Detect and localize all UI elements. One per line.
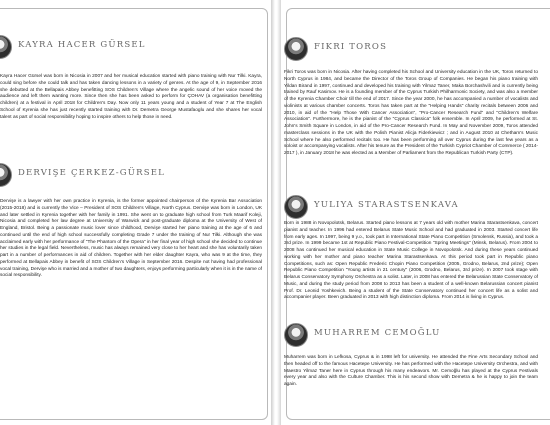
- bio-text-yuliya: Born in 1988 in Novopolotsk, Belarus. Started piano lessons at 7 years old with mother Marina Starastsenkava, concert pianist and teacher. In 1996 had entered Belarus State Music School and had graduated in 2003. Started concert life from early ages. In 1997, being 9 y.o., took part in International State Piano Competition (Smolensk, Russia), and took a 3rd prize. In 1999 became 1st at Republic Piano Festival-Competition "Spring Meetings" (Minsk, Belarus). From 2004 to 2008 has continued her musical education in State Music College in Novopolotsk. And during these years continued working with her mother and piano teacher Marina Starastsenkava. At this period took part in Republic piano Competitions, such as: Open Republic Frederic Chopin Piano Competition (2005, Grodno, Belarus, 2nd prize); Open Republic Piano Competition "Young artists in 21 century" (2006, Grodno, Belarus, 3rd prize). In 2007 took stage with Belarus Conservatory Symphony Orchestra as a solist. Later, in 2008 has entered the Belarussian State Conservatory of Music, and during the study period from 2008 to 2013 has been a student of a well-known Belarussian concert pianist Prof. Dr. Leonid Yoshkevich. Being a student of the State Conservatory continued her concert life as a solist and accompanier player. Been graduated in 2013 with high distinction diploma. From 2014 is living in Cyprus.: [284, 221, 538, 301]
- bio-text-muharrem: Muharrem was born in Lefkosa, Cyprus & in 1998 left for university. He attended the Fine Arts Secondary School and then headed off to the famous Hacetepe University. He has performed with the Hacetepe University Orchestra, and with Maestro Yilmaz Taner here in Cyprus through his many endeavors. Mr. Cemoğlu has played at the Cyprus Festivals every year and also with the Culture Chamber. This is his second show with Demetra & he is happy to join the team again.: [284, 355, 538, 387]
- portrait-fikri: [284, 37, 308, 61]
- portrait-yuliya: [284, 195, 308, 219]
- bio-name-yuliya: YULIYA STARASTSENKAVA: [314, 200, 459, 210]
- bio-name-fikri: FIKRI TOROS: [314, 42, 388, 52]
- left-page: [0, 0, 271, 425]
- bio-name-kayra: KAYRA HACER GÜRSEL: [18, 40, 146, 50]
- portrait-muharrem: [284, 323, 308, 347]
- bio-text-fikri: Fikri Toros was born in Nicosia. After having completed his School and University education in the UK, Toros returned to North Cyprus in 1984, and became the Director of the Toros Group of Companies. He began his piano training with Yildan Birand in 1997, continued and developed his training with Yilmaz Taner, Maka Borchashvili and is currently being trained by Rauf Kasimov. He is a founding member of the Cyprus Turkish Philharmonic Society, and was also a member of the Kyrenia Chamber Choir till the end of 2017. Since the year 2000, he has accompanied a number of vocalists and violinists at various chamber concerts. Toros has taken part at the "Helping Hands" charity recitals between 2006 and 2010, in aid of the "Help Those With Cancer Association", "Pro-Cancer Research Fund" and "Children's Welfare Association". Furthermore, he is the pianist of the "Cyprus Classica" folk ensemble. In April 2009, he performed at St. John's Smith Square in London, in aid of the Pro-Cancer Research Fund. In May and November 2009, Toros attended masterclass sessions in the UK with the Polish Pianist Alicja Fiderkiewicz ; and in August 2010 at Chetham's Music School where he also performed recitals too. He has been performing all over Cyprus during the last few years as a soloist or accompanying vocalists. After his tenure as the President of the Turkish Cypriot Chamber of Commerce ( 2014-2017 ), in January 2018 he was elected as a Member of Parliament from the Republican Turkish Party (CTP).: [284, 70, 538, 156]
- bio-name-dervise: DERVIŞE ÇERKEZ-GÜRSEL: [18, 168, 166, 178]
- bio-name-muharrem: MUHARREM CEMOĞLU: [314, 328, 441, 338]
- book-gutter: [271, 0, 281, 425]
- bio-text-kayra: Kayra Hacer Gürsel was born in Nicosia in 2007 and her musical education started with piano training with Nur Tilki. Kayra, could sing before she could talk and has taken dancing lessons in a variety of genres. At the age of 9, in September 2016 she debutted at the Bellapais Abbey benefitting SOS Children's Village where the angelic sound of her voice moved the audience and left them wanting more. Since then she has been asked to perform for ÇOHAV (a organisation benefitting children) at a festival in April 2018 for Children's Day. Now only 11 years young and a student of Year 7 at The English School of Kyrenia she has just recently started training with Dr. Demetra George Mustafaoglu and she shares her vocal talent as part of social responsibility hoping to inspire others to help those in need.: [0, 74, 262, 120]
- bio-text-dervise: Dervişe is a lawyer with her own practice in Kyrenia, is the former appointed chairperson of the Kyrenia Bar Association (2015-2018) and is currently the Vice – President of SOS Children's Village, North Cyprus. Dervişe was born in London, UK and later settled in Kyrenia together with her family in 1991. She went on to graduate high school from Turk Maarif Koleji, Nicosia and completed her law degree at University of Warwick and post-graduate diploma at the University of West of England, Bristol. Being a passionate music lover since childhood, Dervişe started her piano training at the age of 6 and continued until the end of high school successfully completing Grade 7 under the training of Nur Tilki. Although she was acclaimed early with her performance of "The Phantom of the Opera" in her final year of high school she decided to continue her studies in the legal field. Nevertheless, music has always remained very close to her heart and she has voluntarily taken part in a number of performances in aid of children. Together with her elder daughter Kayra, who was 9 at the time, they performed at Bellapais Abbey in benefit of SOS Children's Village in September 2016. Despite not having had professional vocal training, Dervişe who is married and a mother of two daughters, enjoys performing particularly when it is in the name of social responsibility.: [0, 199, 262, 279]
- right-page: [281, 0, 550, 425]
